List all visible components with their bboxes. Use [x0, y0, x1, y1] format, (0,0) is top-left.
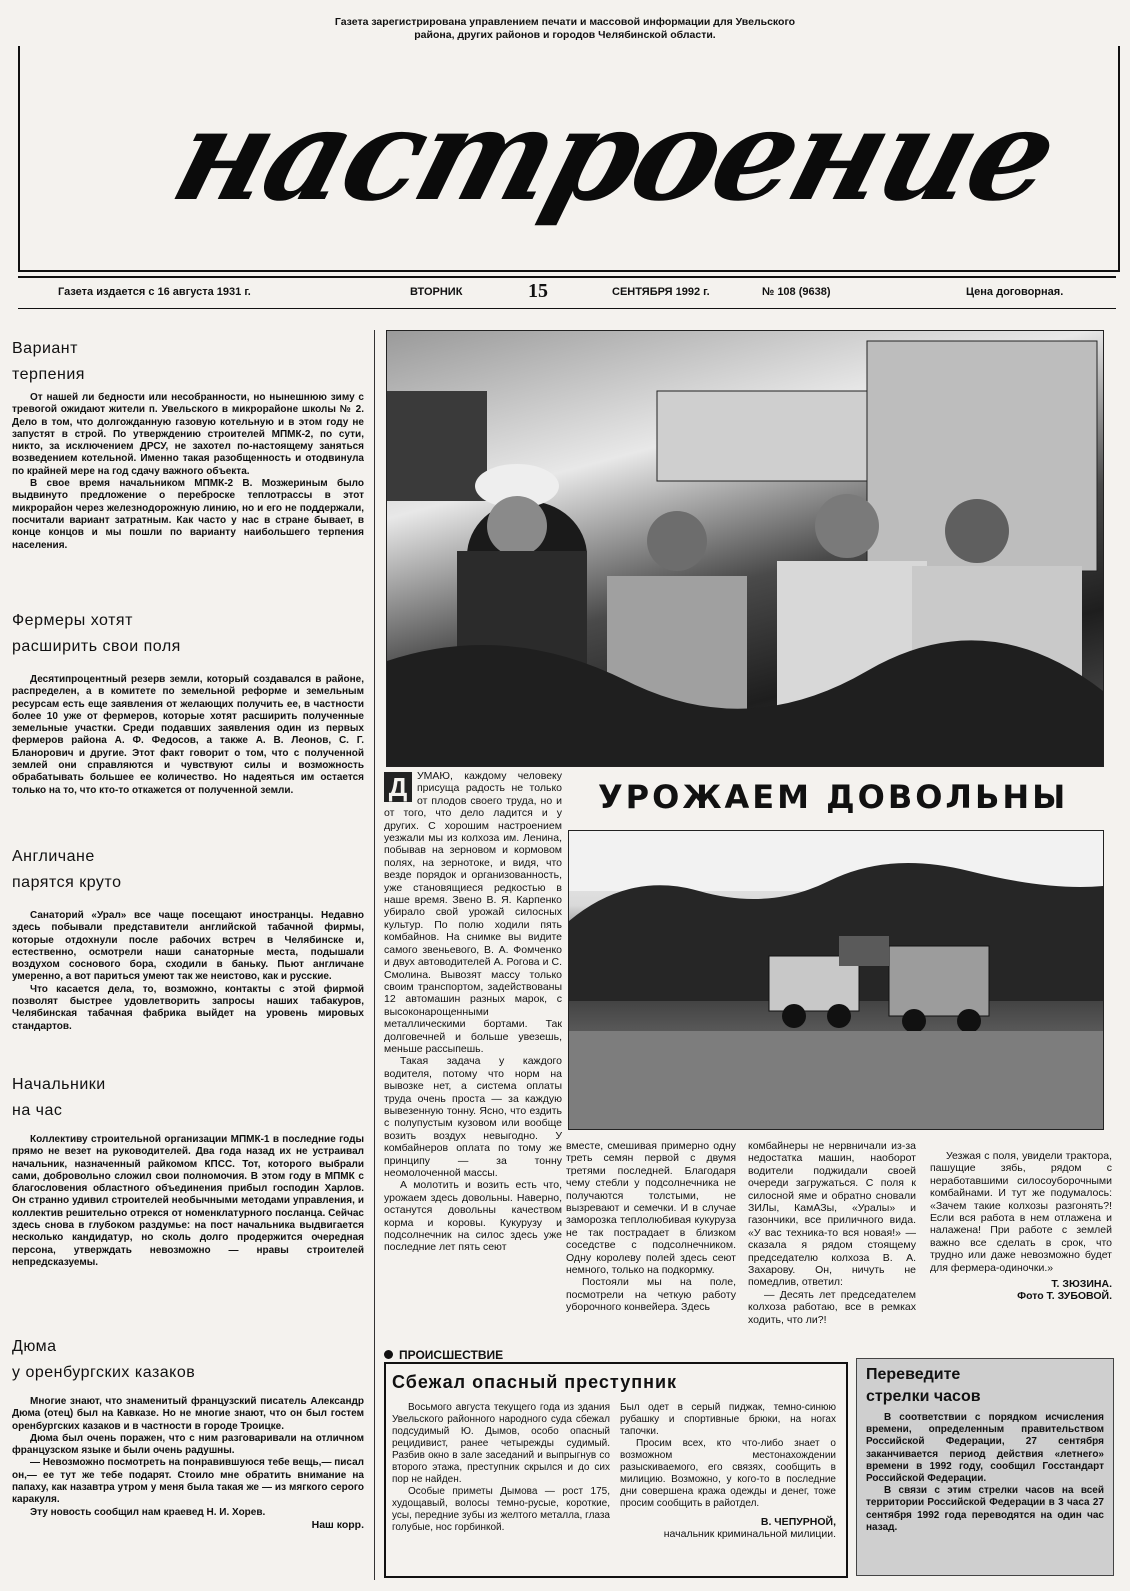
story-body: Санаторий «Урал» все чаще посещают иностранцы. Недавно здесь побывали представители английской табачной фирмы, которые отдохнули после рабочих встреч в Челябинске и, естественно, осмотрели наши санаторные места, подышали воздухом соснового бора, сходили в баньку. Пьют англичане умеренно, а вот париться умеют так же неистово, как и русские. Что касается дела, то, возможно, контакты с этой фирмой позволят быстрее удовлетворить запросы наших табакуров, Челябинская табачная фабрика выйдет на уровень мировых стандартов. — [12, 910, 364, 1032]
story-title: Фермеры хотят расширить свои поля — [12, 612, 181, 655]
incident-rubric: ПРОИСШЕСТВИЕ — [384, 1348, 503, 1362]
weekday: ВТОРНИК — [410, 286, 463, 298]
clock-change-body: В соответствии с порядком исчисления времени, определенным правительством Российской Федерации, 27 сентября заканчивается период действия «летнего» времени в 1992 году, сообщил Госстандарт Российской Федерации. В связи с этим стрелки часов на всей территории Российской Федерации в 3 часа 27 сентября 1992 года переводятся на один час назад. — [866, 1412, 1104, 1533]
founded-note: Газета издается с 16 августа 1931 г. — [58, 286, 251, 298]
dropcap: Д — [384, 772, 412, 802]
issue-number: № 108 (9638) — [762, 286, 831, 298]
article-column-3: комбайнеры не нервничали из-за недостатка машин, наоборот водители поджидали своей очереди загружаться. С поля к силосной яме и обратно сновали ЗИЛы, КамАЗы, «Уралы» и газончики, все приличного вида. «У вас техника-то вся новая!» — сказала я рядом стоящему председателю колхоза В. А. Захарову. Он, ничуть не помедлив, ответил: — Десять лет председателем колхоза работаю, все в ремках ходить, что ли?! — [748, 1140, 916, 1326]
story-body: От нашей ли бедности или несобранности, но нынешнюю зиму с тревогой ожидают жители п. Увельского в микрорайоне школы № 2. Дело в том, что долгожданную газовую котельную и в этом году не запустят в строй. По утверждению строителей МПМК-2, по сути, никто, за исключением ДРСУ, не захотел по-настоящему заняться возведением котельной. Именно такая разобщенность и отодвинула по крайней мере на год сдачу важного объекта. В свое время начальником МПМК-2 В. Мозжериным было выдвинуто предложение о переброске теплотрассы в этот микрорайон через железнодорожную линию, но и его не поддержали, посчитали вариант затратным. Как часто у нас в стране бывает, в конце концов и мы пошли по варианту наибольшего терпения населения. — [12, 392, 364, 551]
sidebar-story-1 — [12, 336, 364, 552]
clock-change-title: Переведите стрелки часов — [866, 1366, 981, 1405]
story-body: Многие знают, что знаменитый французский писатель Александр Дюма (отец) был на Кавказе. Но не многие знают, что он был гостем оренбургских казаков и в частности в городе Троицке. Дюма был очень поражен, что с ним разговаривали на отличном французском языке и были очень радушны. — Невозможно посмотреть на понравившуюся тебе вещь,— писал он,— ее тут же тебе подарят. Стоило мне обратить внимание на папаху, как назавтра утром у меня была такая же — из мягкого серого каракуля. Эту новость сообщил нам краевед Н. И. Хорев. — [12, 1396, 365, 1518]
sidebar-story-2 — [12, 608, 364, 797]
harvest-team-photo — [386, 330, 1104, 767]
story-title: Дюма у оренбургских казаков — [12, 1338, 196, 1381]
silage-harvest-photo-illustration — [569, 831, 1103, 1129]
sidebar-story-3 — [12, 844, 364, 1033]
article-column-4: Уезжая с поля, увидели трактора, пашущие зябь, рядом с неработавшими силосоуборочными комбайнами. И тут же подумалось: «Зачем такие колхозы разгонять?! Если вся работа в нем отлажена и налажена! При работе с землей важно все сделать в срок, что трудно или даже невозможно будет для фермера-одиночки.» Т. ЗЮЗИНА. Фото Т. ЗУБОВОЙ. — [930, 1150, 1112, 1303]
author-signature: Т. ЗЮЗИНА. — [1051, 1278, 1112, 1291]
column-divider — [374, 330, 375, 1580]
photo-credit: Фото Т. ЗУБОВОЙ. — [1017, 1290, 1112, 1303]
incident-signature-title: начальник криминальной милиции. — [663, 1528, 836, 1540]
masthead-logo-shadow: ​ — [37, 56, 85, 244]
story-body: Коллективу строительной организации МПМК-1 в последние годы прямо не везет на руководителей. Два года назад их не устраивал начальник, назначенный райкомом КПСС. Тот, которого выбрали сами, добровольно сложил свои полномочия. В этом году в МПМК с благословения областного объединения прибыл господин Харлов. Он странно удивил строителей необычными методами управления, и коллектив решительно отрекся от номенклатурного посланца. Сейчас здесь снова в глубоком раздумье: на пост начальника выдвигается несколько кандидатур, но сколь долго продержится очередная персона, утверждать невозможно — нравы строителей непредсказуемы. — [12, 1134, 364, 1268]
incident-column-1: Восьмого августа текущего года из здания Увельского районного народного суда сбежал подсудимый Ю. Дымов, особо опасный рецидивист, ранее четырежды судимый. Разбив окно в зале заседаний и выпрыгнув со второго этажа, преступник скрылся и до сих пор не найден. Особые приметы Дымова — рост 175, худощавый, волосы темно-русые, короткие, усы, передние зубы из желтого металла, глаза голубые, нос горбинкой. — [392, 1402, 610, 1533]
price-note: Цена договорная. — [966, 286, 1064, 298]
dateline — [18, 276, 1116, 309]
article-column-2: вместе, смешивая примерно одну треть семян первой с двумя третями последней. Благодаря чему стебли у подсолнечника не получаются толстыми, не вызревают и семечки. И в случае заморозка теплолюбивая кукуруза не так пострадает в близком соседстве с подсолнечником. Одну королеву полей здесь сеют немного, только на подкормку. Постояли мы на поле, посмотрели на четкую работу уборочного конвейера. Здесь — [566, 1140, 736, 1314]
main-headline: УРОЖАЕМ ДОВОЛЬНЫ — [598, 778, 1069, 816]
article-column-1: Д УМАЮ, каждому человеку присуща радость не только от плодов своего труда, но и от того, что дело ладится и у других. С хорошим настроением уезжали мы из колхоза им. Ленина, побывав на зерновом и кормовом полях, на зернотоке, и видя, что везде порядок и организованность, уже становящиеся редкостью в наше время. Звено В. Я. Карпенко убирало свой урожай силосных культур. По полю ходили пять комбайнов. На снимке вы видите самого звеньевого, В. А. Фомченко и двух автоводителей А. Рогова и С. Смолина. Вывозят массу только своим транспортом, задействованы 12 автомашин разных марок, с высоконарощенными металлическими бортами. Так долговечней и больше увезешь, меньше рассыпешь. Такая задача у каждого водителя, потому что норм на вывозке нет, а система оплаты труда очень проста — за каждую вывезенную тонну. Ясно, что ездить с полупустым кузовом или вообще возить воздух невыгодно. У комбайнеров оплата по тому же принципу — за тонну неомолоченной массы. А молотить и возить есть что, урожаем здесь довольны. Наверно, останутся довольны качеством корма и коровы. Кукурузу и подсолнечник на силос здесь уже последние лет пять сеют — [384, 770, 562, 1254]
masthead-logo: настроение — [158, 81, 1071, 229]
story-body: Десятипроцентный резерв земли, который создавался в районе, распределен, а в комитете по земельной реформе и земельным ресурсам есть еще заявления от желающих получить ее, в частности более 10 уже от фермеров, которые хотят расширить полученные земельные участки. Среди подавших заявления один из первых фермеров района А. Ф. Федосов, а также А. В. Леонов, С. Г. Бланорович и другие. Этот факт говорит о том, что с полученной землей они справляются и чувствуют силы и возможность обрабатывать большее ее количество. Но надеяться им остается только на то, что кто-то откажется от полученной земли. — [12, 674, 364, 796]
story-signature: Наш корр. — [311, 1518, 364, 1531]
incident-signature: В. ЧЕПУРНОЙ, — [760, 1516, 836, 1528]
story-title: Начальники на час — [12, 1076, 106, 1119]
story-title: Англичане парятся круто — [12, 848, 122, 891]
silage-harvest-photo — [568, 830, 1104, 1130]
incident-column-2: Был одет в серый пиджак, темно-синюю рубашку и спортивные брюки, на ногах тапочки. Просим всех, кто что-либо знает о возможном местонахождении разыскиваемого, его связях, сообщить в милицию. Возможно, у кого-то в последние дни совершена кража одежды и денег, тоже просим сообщить в райотдел. В. ЧЕПУРНОЙ, начальник криминальной милиции. — [620, 1402, 836, 1540]
incident-title: Сбежал опасный преступник — [392, 1372, 678, 1392]
registration-note: Газета зарегистрирована управлением печати и массовой информации для Увельского района, других районов и городов Челябинской области. — [334, 16, 796, 41]
harvest-team-photo-illustration — [387, 331, 1103, 766]
day-number: 15 — [528, 280, 548, 302]
sidebar-story-5 — [12, 1334, 364, 1531]
sidebar-story-4 — [12, 1072, 364, 1269]
story-title: Вариант терпения — [12, 340, 85, 383]
month-year: СЕНТЯБРЯ 1992 г. — [612, 286, 710, 298]
